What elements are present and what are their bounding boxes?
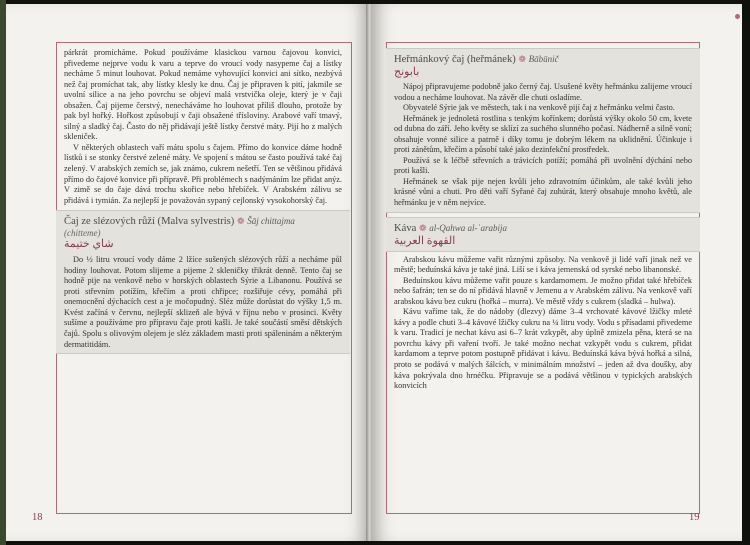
- right-page: [372, 4, 742, 541]
- arabic-title: القهوة العربية: [394, 234, 456, 247]
- flower-icon: ❁: [236, 216, 245, 227]
- paragraph: Kávu vaříme tak, že do nádoby (dlezvy) dáme 3–4 vrchovaté kávové lžičky mleté kávy a podle chuti 3–4 kávové lžičky cukru na ¼ litru vody. Vodu s přísadami přivedeme k varu. Tradicí je nechat kávu asi 6–7 krát vzkypět, aby úplně zmizela pěna, která se na povrchu kávy při vaření tvoří. Je také možno nechat vzkypět vodu s cukrem, přidat kardamom a teprve potom postupně přidávat i kávu. Beduínská káva bývá hořká a silná, proto se podává v malých šálcích, v minimálním množství – jeden až dva doušky, aby káva pokrývala dno hrnéčku. Připravuje se a podává většinou v typických arabských konvicích: [394, 307, 692, 391]
- paragraph: Beduínskou kávu můžeme vařit pouze s kardamomem. Je možno přidat také hřebíček nebo šafrán; ten se do ní přidává hlavně v Jemenu a v Arabském zálivu. Na venkově vaří arabskou kávu bez cukru (hořká – murra). Ve městě vždy s cukrem (sladká – hulwa).: [394, 275, 692, 306]
- right-text-block: [394, 48, 692, 392]
- paragraph: Heřmánek se však pije nejen kvůli jeho zdravotním účinkům, ale také kvůli jeho krásné vůni a chuti. Pro děti vaří Syřané čaj zuhúrát, který obsahuje mnoho květů, ale heřmánku je v něm nejvíce.: [394, 176, 692, 208]
- recipe-title: Heřmánkový čaj (heřmánek): [394, 54, 516, 65]
- paragraph: Nápoj připravujeme podobně jako černý čaj. Usušené květy heřmánku zalijeme vroucí vodou a necháme louhovat. Na závěr dle chuti osladíme.: [394, 82, 692, 102]
- page-corner-dot: [735, 14, 740, 19]
- recipe-transliteration: Šāj chittajma: [247, 216, 295, 227]
- recipe-text: Do ½ litru vroucí vody dáme 2 lžíce sušených slézových růží a necháme půl hodiny louhovat. Potom slijeme a pijeme 2 skleničky třikrát denně. Tento čaj se hodně pije na venkově nebo v horských oblastech Sýrie a Libanonu. Používá se proti střevním potížím, křečím a proti chřipce; rozšiřuje cévy, pomáhá při onemocnění dýchacích cest a je močopudný. Sléz může dorůstat do výšky 1,5 m. Kvést začíná v červnu, nejlepší sklizeň ale bývá v říjnu nebo v prosinci. Květy sušíme a používáme pro přípravu čaje proti kašli. Je také součástí směsí dětských čajů. Spolu s olivovým olejem je sléz základem masti proti spáleninám a některým dermatitidám.: [64, 255, 342, 349]
- recipe-title: Čaj ze slézových růží (Malva sylvestris): [64, 216, 235, 228]
- paragraph: Arabskou kávu můžeme vařit různými způsoby. Na venkově ji lidé vaří jinak než ve městě; beduínská káva je také jiná. Liší se i káva jemenská od syrské nebo libanonské.: [394, 254, 692, 275]
- paragraph: V některých oblastech vaří mátu spolu s čajem. Přímo do konvice dáme hodně lístků i se stonky čerstvé zelené máty. Ve spojení s mátou se často používá také čaj zelený. V arabských zemích se, jak známo, cukrem nešetří. Ten se většinou přidává přímo do čajové konvice při přípravě. Při problémech s nadýmáním lze přidat anýz. V zimě se do čaje dává trochu skořice nebo hřebíček. V Arabském zálivu se přidává i tymián. Za nejlepší je považován sypaný cejlonský vysokohorský čaj.: [64, 142, 342, 205]
- paragraph: párkrát promícháme. Pokud používáme klasickou varnou čajovou konvici, přivedeme nejprve vodu k varu a teprve do vroucí vody nasypeme čaj a lístky necháme 5 minut louhovat. Pokud nemáme vyhovující konvici ani sítko, nezbývá než čaj promíchat tak, aby lístky klesly ke dnu. Čaj je připraven k pití, jakmile se uvolní silice a na jeho povrchu se objeví malá vrstvička oleje, který je v čaji obsažen. Čaj pijeme čerstvý, nenecháváme ho louhovat příliš dlouho, protože by pak byl hořký. Hořkost způsobují v čaji obsažené třísloviny. Arabové vaří tmavý, silný a sladký čaj. Často do něj přidávají ještě lístky čerstvé máty. Pijí ho z malých skleniček.: [64, 48, 342, 142]
- section-coffee: [386, 217, 700, 252]
- recipe-box-chamomile: [386, 48, 700, 213]
- recipe-box-mallow: [56, 210, 350, 354]
- arabic-title: شاي ختيمة: [64, 238, 114, 251]
- page-number: 19: [689, 512, 700, 523]
- paragraph: Obyvatelé Sýrie jak ve městech, tak i na venkově pijí čaj z heřmánku velmi často.: [403, 103, 675, 113]
- arabic-title: بابونج: [394, 66, 420, 78]
- flower-icon: ❁: [419, 222, 427, 233]
- section-transliteration: al-Qahwa al-ʿarabija: [429, 222, 507, 233]
- recipe-heading: [64, 215, 342, 228]
- flower-icon: ❁: [518, 54, 526, 64]
- recipe-transliteration: Bābūnič: [528, 54, 559, 64]
- left-text-block: [64, 48, 342, 357]
- section-heading: [394, 222, 692, 235]
- paragraph: Používá se k léčbě střevních a trávicích potíží; pomáhá při uvolnění dýchání nebo proti kašli.: [394, 155, 692, 176]
- left-page: [6, 4, 368, 541]
- recipe-transliteration-sub: (chitteme): [64, 228, 101, 239]
- section-title: Káva: [394, 222, 417, 234]
- paragraph: Heřmánek je jednoletá rostlina s tenkým kořínkem; dorůstá výšky okolo 50 cm, kvete od dubna do září. Jeho květy se sklízí za suchého slunného počasí. Nádherně a silně voní; obsahuje vonné silice a patrně i díky tomu je dobrým lékem na uklidnění. Účinkuje i proti zánětům, křečím a působí také jako dezinfekční prostředek.: [394, 113, 692, 155]
- page-number: 18: [32, 512, 43, 523]
- recipe-heading: [394, 53, 692, 66]
